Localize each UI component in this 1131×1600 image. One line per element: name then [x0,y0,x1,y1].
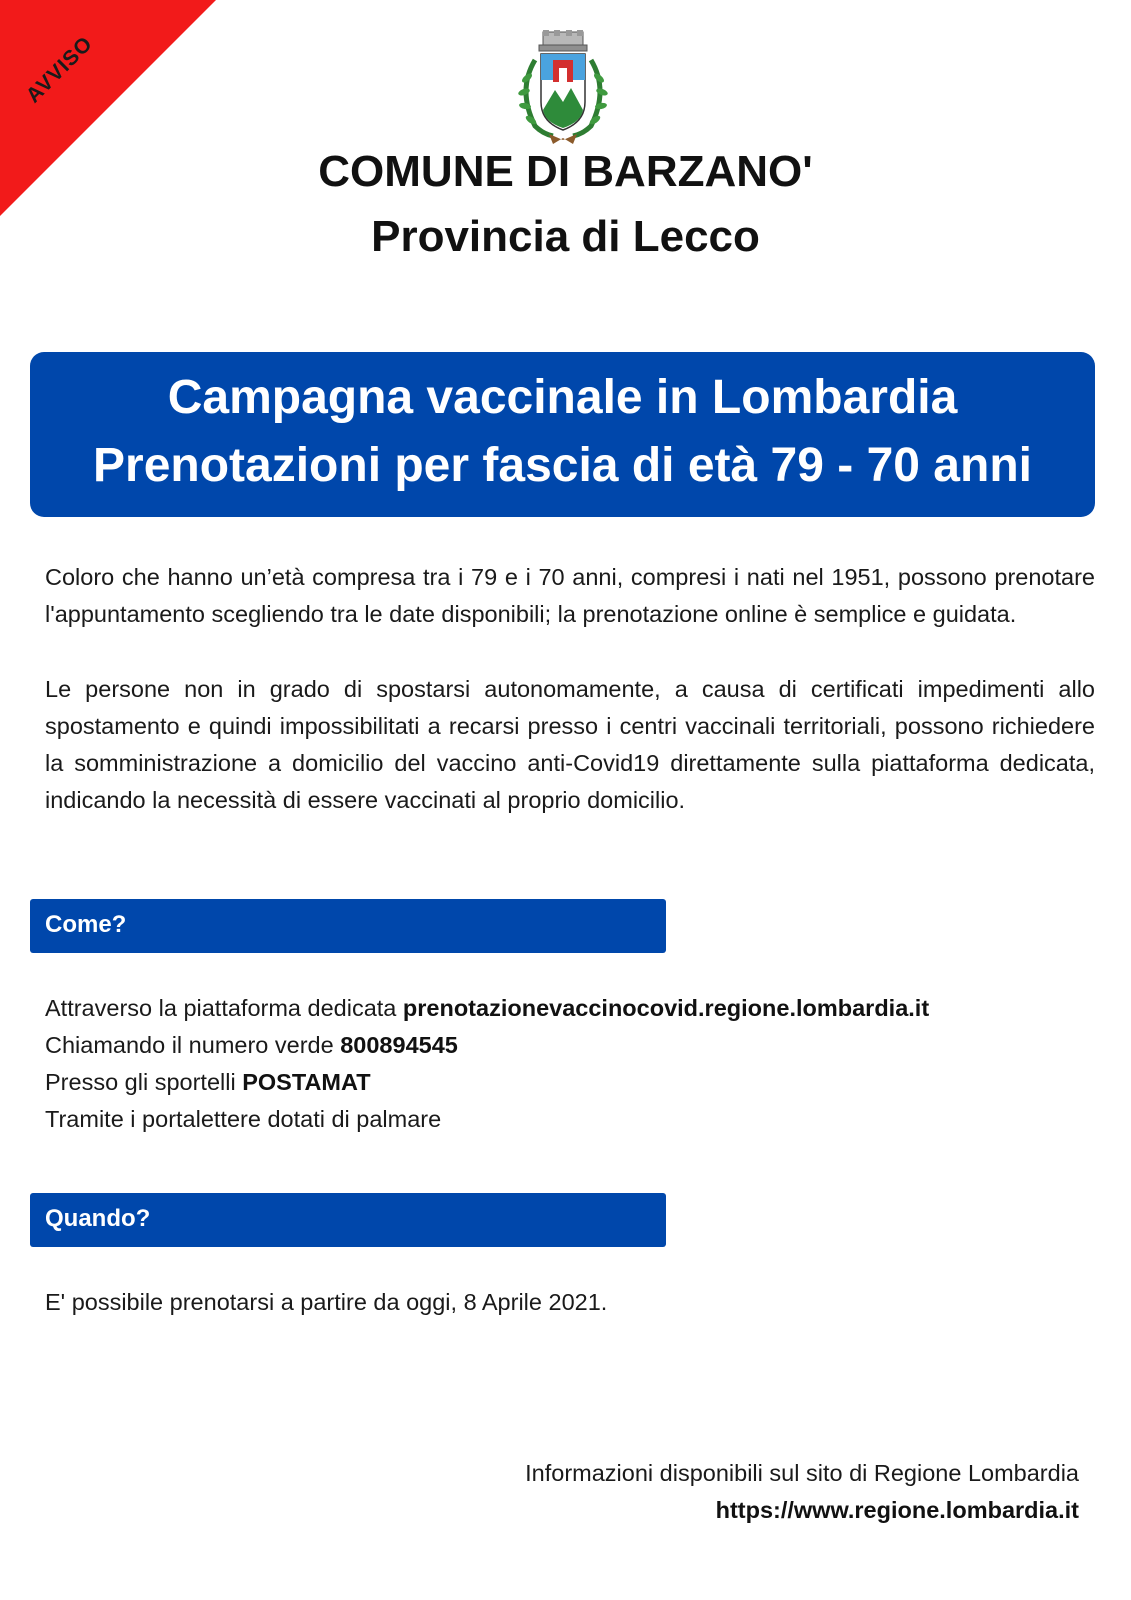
list-item: Attraverso la piattaforma dedicata prenotazionevaccinocovid.regione.lombardia.it [45,995,930,1021]
comune-title: COMUNE DI BARZANO' [318,147,813,196]
provincia-title: Provincia di Lecco [371,212,760,261]
list-item: Chiamando il numero verde 800894545 [45,1032,458,1058]
coat-of-arms-icon [513,30,613,148]
section-header-quando [30,1193,666,1247]
footer-info: Informazioni disponibili sul sito di Regione Lombardia [525,1460,1079,1486]
intro-paragraph-2: Le persone non in grado di spostarsi autonomamente, a causa di certificati impedimenti allo spostamento e quindi impossibilitati a recarsi presso i centri vaccinali territoriali, possono richiedere la somministrazione a domicilio del vaccino anti-Covid19 direttamente sulla piattaforma dedicata, indicando la necessità di essere vaccinati al proprio domicilio. [45,676,1095,813]
banner-subtitle: Prenotazioni per fascia di età 79 - 70 anni [93,439,1032,492]
phone-number: 800894545 [340,1032,458,1058]
platform-url: prenotazionevaccinocovid.regione.lombardia.it [402,995,930,1021]
quando-text: E' possibile prenotarsi a partire da oggi, 8 Aprile 2021. [45,1289,608,1315]
section-title-come: Come? [45,911,127,938]
intro-paragraph-1: Coloro che hanno un’età compresa tra i 79 e i 70 anni, compresi i nati nel 1951, possono prenotare l'appuntamento scegliendo tra le date disponibili; la prenotazione online è semplice e guidata. [45,564,1095,627]
postamat-label: POSTAMAT [242,1069,371,1095]
avviso-label: AVVISO [21,31,98,108]
section-title-quando: Quando? [45,1205,151,1232]
banner-title: Campagna vaccinale in Lombardia [167,371,958,424]
campaign-banner [30,352,1095,517]
list-item: Presso gli sportelli POSTAMAT [45,1069,371,1095]
section-header-come [30,899,666,953]
list-item: Tramite i portalettere dotati di palmare [45,1106,442,1132]
footer-url-link[interactable]: https://www.regione.lombardia.it [715,1497,1079,1523]
